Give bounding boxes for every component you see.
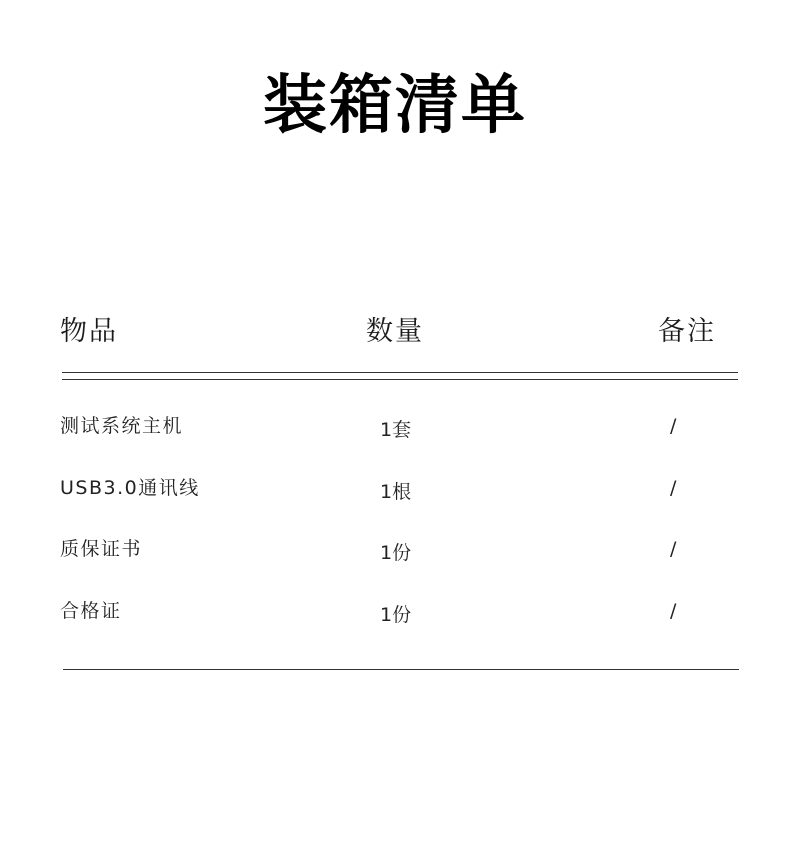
table-row	[0, 531, 790, 571]
column-header-item: 物品	[60, 316, 118, 347]
item-remarks: /	[670, 538, 677, 560]
item-name: 合格证	[60, 600, 122, 622]
table-row	[0, 470, 790, 510]
item-name: USB3.0通讯线	[60, 477, 200, 499]
item-quantity: 1份	[380, 604, 412, 626]
table-row	[0, 593, 790, 633]
table-row	[0, 408, 790, 448]
item-remarks: /	[670, 415, 677, 437]
column-header-remarks: 备注	[658, 316, 716, 347]
item-name: 质保证书	[60, 538, 143, 560]
item-quantity: 1套	[380, 419, 412, 441]
column-header-quantity: 数量	[366, 316, 424, 347]
item-quantity: 1份	[380, 542, 412, 564]
page-title: 装箱清单	[263, 69, 527, 143]
item-quantity: 1根	[380, 481, 412, 503]
header-divider-bottom	[62, 379, 738, 380]
item-remarks: /	[670, 600, 677, 622]
item-name: 测试系统主机	[60, 415, 184, 437]
table-bottom-divider	[63, 669, 739, 670]
header-divider-top	[62, 372, 738, 373]
item-remarks: /	[670, 477, 677, 499]
